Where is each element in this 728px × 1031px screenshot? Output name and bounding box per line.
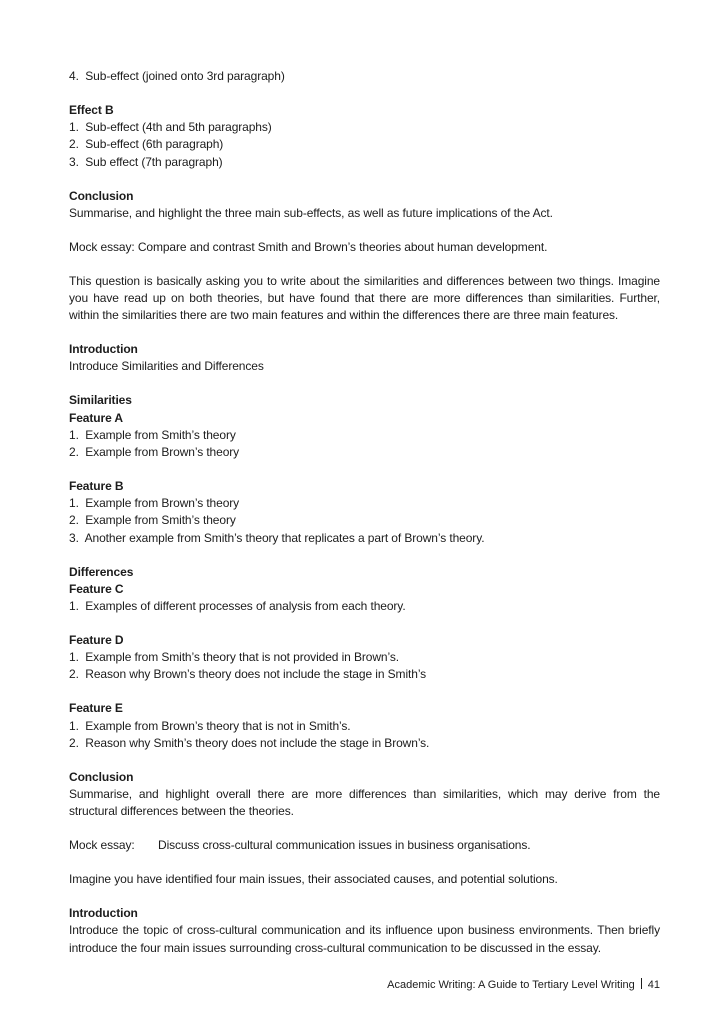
section-heading: Introduction	[69, 342, 138, 357]
mock-essay-text: Discuss cross-cultural communication issues in business organisations.	[158, 838, 531, 853]
list-item: 3. Another example from Smith’s theory that replicates a part of Brown’s theory.	[69, 530, 485, 545]
subsection-heading: Feature A	[69, 410, 124, 425]
paragraph: This question is basically asking you to write about the similarities and differences between two things. Imagine you have read up on both theories, but have found that there are more differences than similarities. Further, within the similarities there are two main features and within the differences there are three main features.	[69, 273, 660, 323]
page-footer	[387, 978, 660, 992]
page-number: 41	[647, 979, 660, 991]
paragraph: Introduce Similarities and Differences	[69, 359, 264, 374]
paragraph: Summarise, and highlight overall there are more differences than similarities, which may derive from the structural differences between the theories.	[69, 787, 660, 819]
section-heading: Similarities	[69, 393, 132, 408]
section-heading: Conclusion	[69, 769, 134, 784]
list-item: 2. Reason why Smith’s theory does not include the stage in Brown’s.	[69, 735, 430, 750]
section-heading: Effect B	[69, 103, 114, 117]
section-heading: Introduction	[69, 906, 138, 921]
footer-title: Academic Writing: A Guide to Tertiary Level Writing	[387, 979, 635, 991]
list-item: 3. Sub effect (7th paragraph)	[69, 154, 223, 169]
list-item: 1. Example from Smith’s theory	[69, 427, 236, 442]
list-item: 1. Example from Smith’s theory that is not provided in Brown’s.	[69, 650, 399, 665]
paragraph: Summarise, and highlight the three main sub-effects, as well as future implications of the Act.	[69, 205, 553, 220]
subsection-heading: Feature D	[69, 633, 124, 648]
subsection-heading: Feature C	[69, 581, 124, 596]
list-item: 2. Example from Brown’s theory	[69, 445, 240, 460]
list-item: 4. Sub-effect (joined onto 3rd paragraph)	[69, 69, 285, 83]
paragraph: Introduce the topic of cross-cultural communication and its influence upon business environments. Then briefly introduce the four main issues surrounding cross-cultural communication to be discussed in the essay.	[69, 923, 660, 955]
mock-essay-label: Mock essay:	[69, 838, 135, 853]
subsection-heading: Feature B	[69, 479, 124, 494]
list-item: 2. Sub-effect (6th paragraph)	[69, 137, 224, 152]
list-item: 1. Example from Brown’s theory that is not in Smith’s.	[69, 718, 351, 733]
list-item: 1. Sub-effect (4th and 5th paragraphs)	[69, 120, 272, 135]
mock-essay-line	[69, 837, 660, 854]
subsection-heading: Feature E	[69, 701, 123, 716]
paragraph: Imagine you have identified four main issues, their associated causes, and potential solutions.	[69, 872, 558, 887]
list-item: 2. Example from Smith’s theory	[69, 513, 236, 528]
list-item: 2. Reason why Brown’s theory does not include the stage in Smith’s	[69, 667, 427, 682]
footer-divider	[641, 978, 642, 989]
page-body	[69, 68, 660, 957]
mock-essay-line: Mock essay: Compare and contrast Smith and Brown’s theories about human development.	[69, 239, 548, 254]
list-item: 1. Example from Brown’s theory	[69, 496, 240, 511]
section-heading: Differences	[69, 564, 134, 579]
list-item: 1. Examples of different processes of analysis from each theory.	[69, 599, 406, 614]
section-heading: Conclusion	[69, 188, 134, 203]
